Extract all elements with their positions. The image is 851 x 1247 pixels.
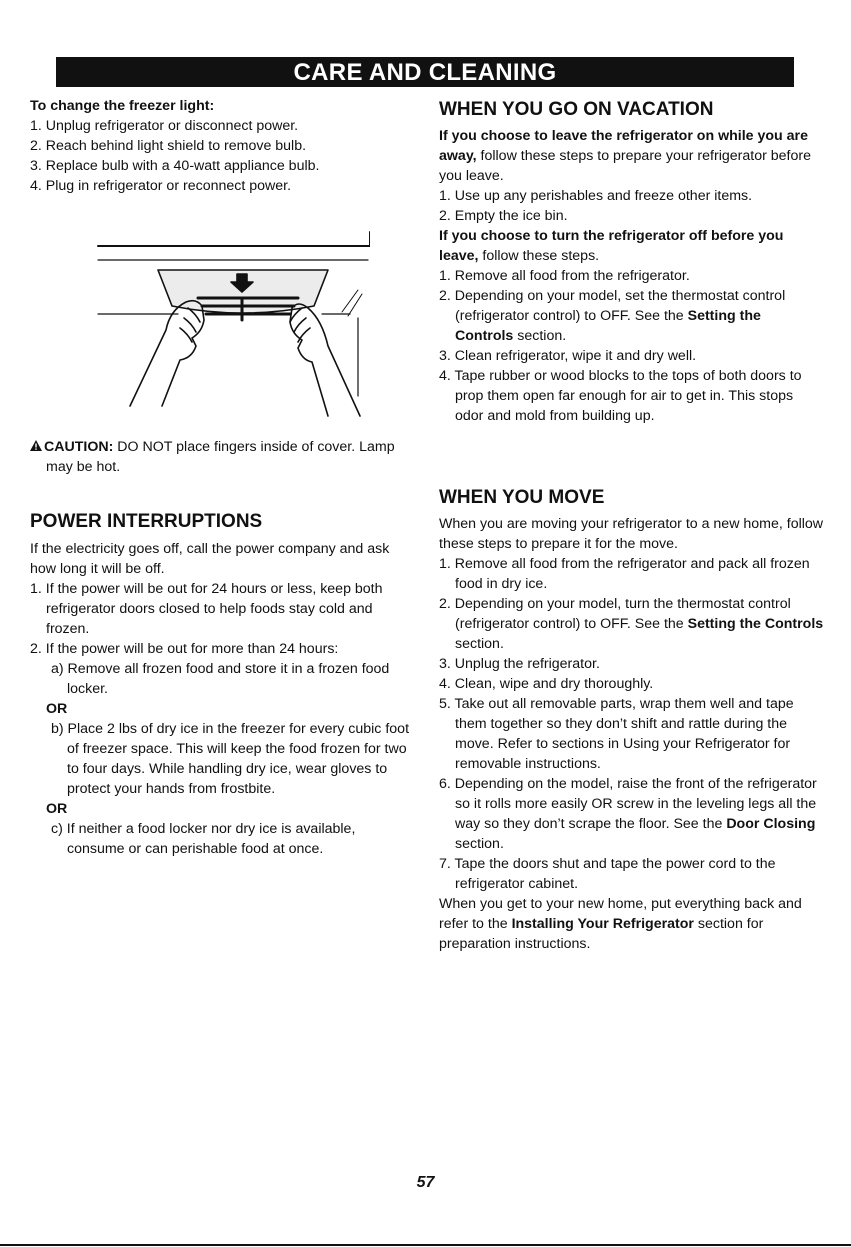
freezer-light-step: 1. Unplug refrigerator or disconnect power. — [30, 118, 299, 134]
vacation-title: WHEN YOU GO ON VACATION — [439, 99, 714, 120]
freezer-light-step: 4. Plug in refrigerator or reconnect power. — [30, 178, 292, 194]
vacation-off-rest: follow these steps. — [478, 248, 600, 264]
warning-triangle-icon — [30, 437, 44, 457]
setting-controls-ref: Setting the Controls — [455, 308, 761, 344]
move-step: 7. Tape the doors shut and tape the power cord to the refrigerator cabinet. — [439, 856, 776, 892]
move-step-text: 2. Depending on your model, turn the thermostat control (refrigerator control) to OFF. See the — [439, 596, 791, 632]
caution-text: DO NOT place fingers inside of cover. Lamp may be hot. — [46, 439, 395, 475]
vacation-step: 1. Use up any perishables and freeze other items. — [439, 188, 753, 204]
door-closing-ref: Door Closing — [726, 816, 816, 832]
vacation-step: 1. Remove all food from the refrigerator. — [439, 268, 690, 284]
vacation-step: 4. Tape rubber or wood blocks to the tops of both doors to prop them open far enough for air to get in. This stops odor and mold from building up. — [439, 368, 802, 424]
move-outro — [439, 894, 825, 954]
move-outro-text: When you get to your new home, put everything back and refer to the — [439, 896, 802, 932]
power-interruptions-title: POWER INTERRUPTIONS — [30, 511, 263, 532]
freezer-light-section — [30, 96, 412, 196]
move-step-text: section. — [455, 636, 504, 652]
vacation-section — [439, 98, 821, 426]
move-outro-text: section for preparation instructions. — [439, 916, 764, 952]
power-option: c) If neither a food locker nor dry ice is available, consume or can perishable food at once. — [51, 821, 356, 857]
vacation-step-text: section. — [513, 328, 567, 344]
vacation-step: 3. Clean refrigerator, wipe it and dry well. — [439, 348, 697, 364]
page-number: 57 — [416, 1174, 435, 1191]
move-step-text: 6. Depending on the model, raise the front of the refrigerator so it rolls more easily OR screw in the leveling legs all the way so they don’t scrape the floor. See the — [439, 776, 817, 832]
move-step: 3. Unplug the refrigerator. — [439, 656, 600, 672]
power-interruptions-section — [30, 510, 412, 859]
caution-label: CAUTION: — [44, 439, 114, 455]
vacation-step: 2. Empty the ice bin. — [439, 208, 568, 224]
vacation-step — [439, 286, 821, 346]
move-step: 4. Clean, wipe and dry thoroughly. — [439, 676, 654, 692]
vacation-on-intro — [439, 126, 821, 186]
move-step — [439, 774, 825, 854]
move-section — [439, 486, 825, 954]
power-step: 1. If the power will be out for 24 hours or less, keep both refrigerator doors closed to help foods stay cold and frozen. — [30, 581, 383, 637]
vacation-on-rest: follow these steps to prepare your refrigerator before you leave. — [439, 148, 811, 184]
power-step: 2. If the power will be out for more than 24 hours: — [30, 641, 339, 657]
vacation-off-lead: If you choose to turn the refrigerator off before you leave, — [439, 228, 784, 264]
move-step: 1. Remove all food from the refrigerator and pack all frozen food in dry ice. — [439, 556, 810, 592]
setting-controls-ref: Setting the Controls — [687, 616, 824, 632]
caution-note — [30, 437, 412, 477]
power-option: a) Remove all frozen food and store it in a frozen food locker. — [51, 661, 390, 697]
vacation-on-lead: If you choose to leave the refrigerator on while you are away, — [439, 128, 808, 164]
freezer-light-step: 3. Replace bulb with a 40-watt appliance bulb. — [30, 158, 320, 174]
move-title: WHEN YOU MOVE — [439, 487, 605, 508]
vacation-step-text: 2. Depending on your model, set the thermostat control (refrigerator control) to OFF. See the — [439, 288, 786, 324]
freezer-light-heading: To change the freezer light: — [30, 98, 215, 114]
or-separator: OR — [46, 801, 68, 817]
move-step-text: section. — [455, 836, 504, 852]
power-intro: If the electricity goes off, call the power company and ask how long it will be off. — [30, 541, 390, 577]
move-step: 5. Take out all removable parts, wrap them well and tape them together so they don’t shift and rattle during the move. Refer to sections in Using your Refrigerator for removable instructions. — [439, 696, 794, 772]
section-banner: CARE AND CLEANING — [56, 57, 794, 87]
page-bottom-rule — [0, 1244, 851, 1246]
or-separator: OR — [46, 701, 68, 717]
vacation-off-intro — [439, 226, 821, 266]
freezer-light-removal-illustration — [96, 228, 370, 426]
installing-ref: Installing Your Refrigerator — [511, 916, 694, 932]
power-option: b) Place 2 lbs of dry ice in the freezer for every cubic foot of freezer space. This will keep the food frozen for two to four days. While handling dry ice, wear gloves to protect your hands from frostbite. — [51, 721, 410, 797]
freezer-light-step: 2. Reach behind light shield to remove bulb. — [30, 138, 307, 154]
move-step — [439, 594, 825, 654]
move-intro: When you are moving your refrigerator to a new home, follow these steps to prepare it for the move. — [439, 516, 824, 552]
